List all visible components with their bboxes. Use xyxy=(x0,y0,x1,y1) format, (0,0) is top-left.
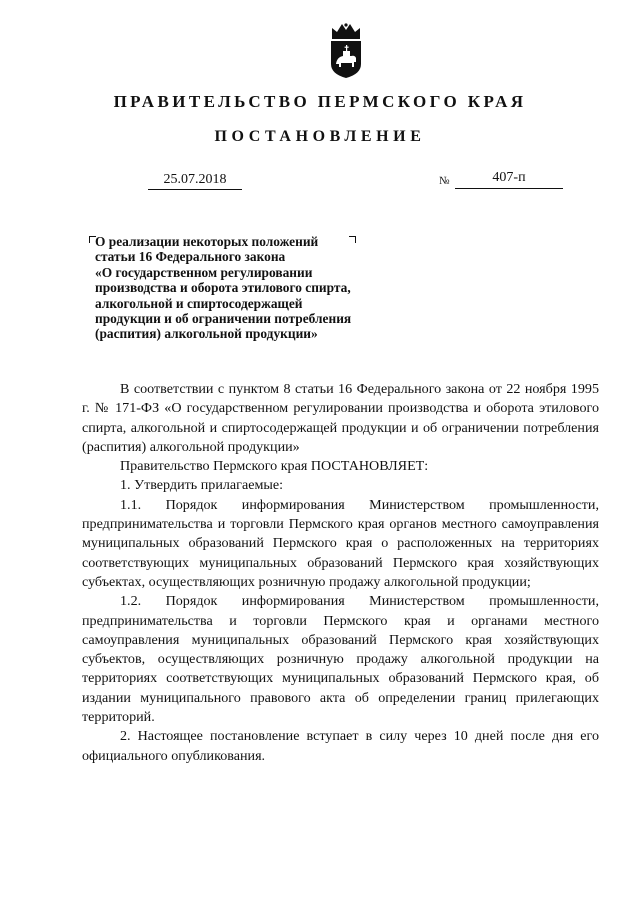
resolves-paragraph: Правительство Пермского края ПОСТАНОВЛЯЕТ: xyxy=(120,458,429,475)
document-type: ПОСТАНОВЛЕНИЕ xyxy=(214,128,426,145)
preamble-paragraph: В соответствии с пунктом 8 статьи 16 Федерального закона от 22 ноября 1995 г. № 171-ФЗ «О государственном регулировании производства и оборота этилового спирта, алкогольной и спиртосодержащей продукции и об ограничении потребления (распития) алкогольной продукции» xyxy=(82,381,599,455)
document-number: 407-п xyxy=(455,170,563,189)
document-body xyxy=(82,380,599,766)
item-1: 1. Утвердить прилагаемые: xyxy=(120,477,284,494)
subject-line: О реализации некоторых положений xyxy=(95,234,319,249)
item-2: 2. Настоящее постановление вступает в силу через 10 дней после дня его официального опубликования. xyxy=(82,728,599,764)
government-title: ПРАВИТЕЛЬСТВО ПЕРМСКОГО КРАЯ xyxy=(113,92,527,111)
subject-line: статьи 16 Федерального закона xyxy=(95,249,286,265)
subject-line: продукции и об ограничении потребления xyxy=(95,311,352,327)
subject-line: «О государственном регулировании xyxy=(95,264,313,280)
perm-krai-coat-of-arms-icon xyxy=(326,22,366,80)
item-1-1: 1.1. Порядок информирования Министерством промышленности, предпринимательства и торговли Пермского края органов местного самоуправления муниципальных образований Пермского края о расположенных на территориях соответствующих муниципальных образований Пермского края хозяйствующих субъектах, осуществляющих розничную продажу алкогольной продукции; xyxy=(82,496,599,590)
subject-line: производства и оборота этилового спирта, xyxy=(95,280,351,296)
document-subject xyxy=(95,234,385,342)
document-date: 25.07.2018 xyxy=(148,172,242,190)
subject-line: алкогольной и спиртосодержащей xyxy=(95,295,303,311)
number-sign: № xyxy=(439,175,450,187)
subject-line: (распития) алкогольной продукции» xyxy=(95,326,318,342)
item-1-2: 1.2. Порядок информирования Министерством промышленности, предпринимательства и торговли Пермского края и органами местного самоуправления муниципальных образований Пермского края хозяйствующих субъектов, осуществляющих розничную продажу алкогольной продукции на территориях соответствующих муниципальных образований Пермского края, об издании муниципального правового акта об определении границ прилегающих территорий. xyxy=(82,593,599,726)
